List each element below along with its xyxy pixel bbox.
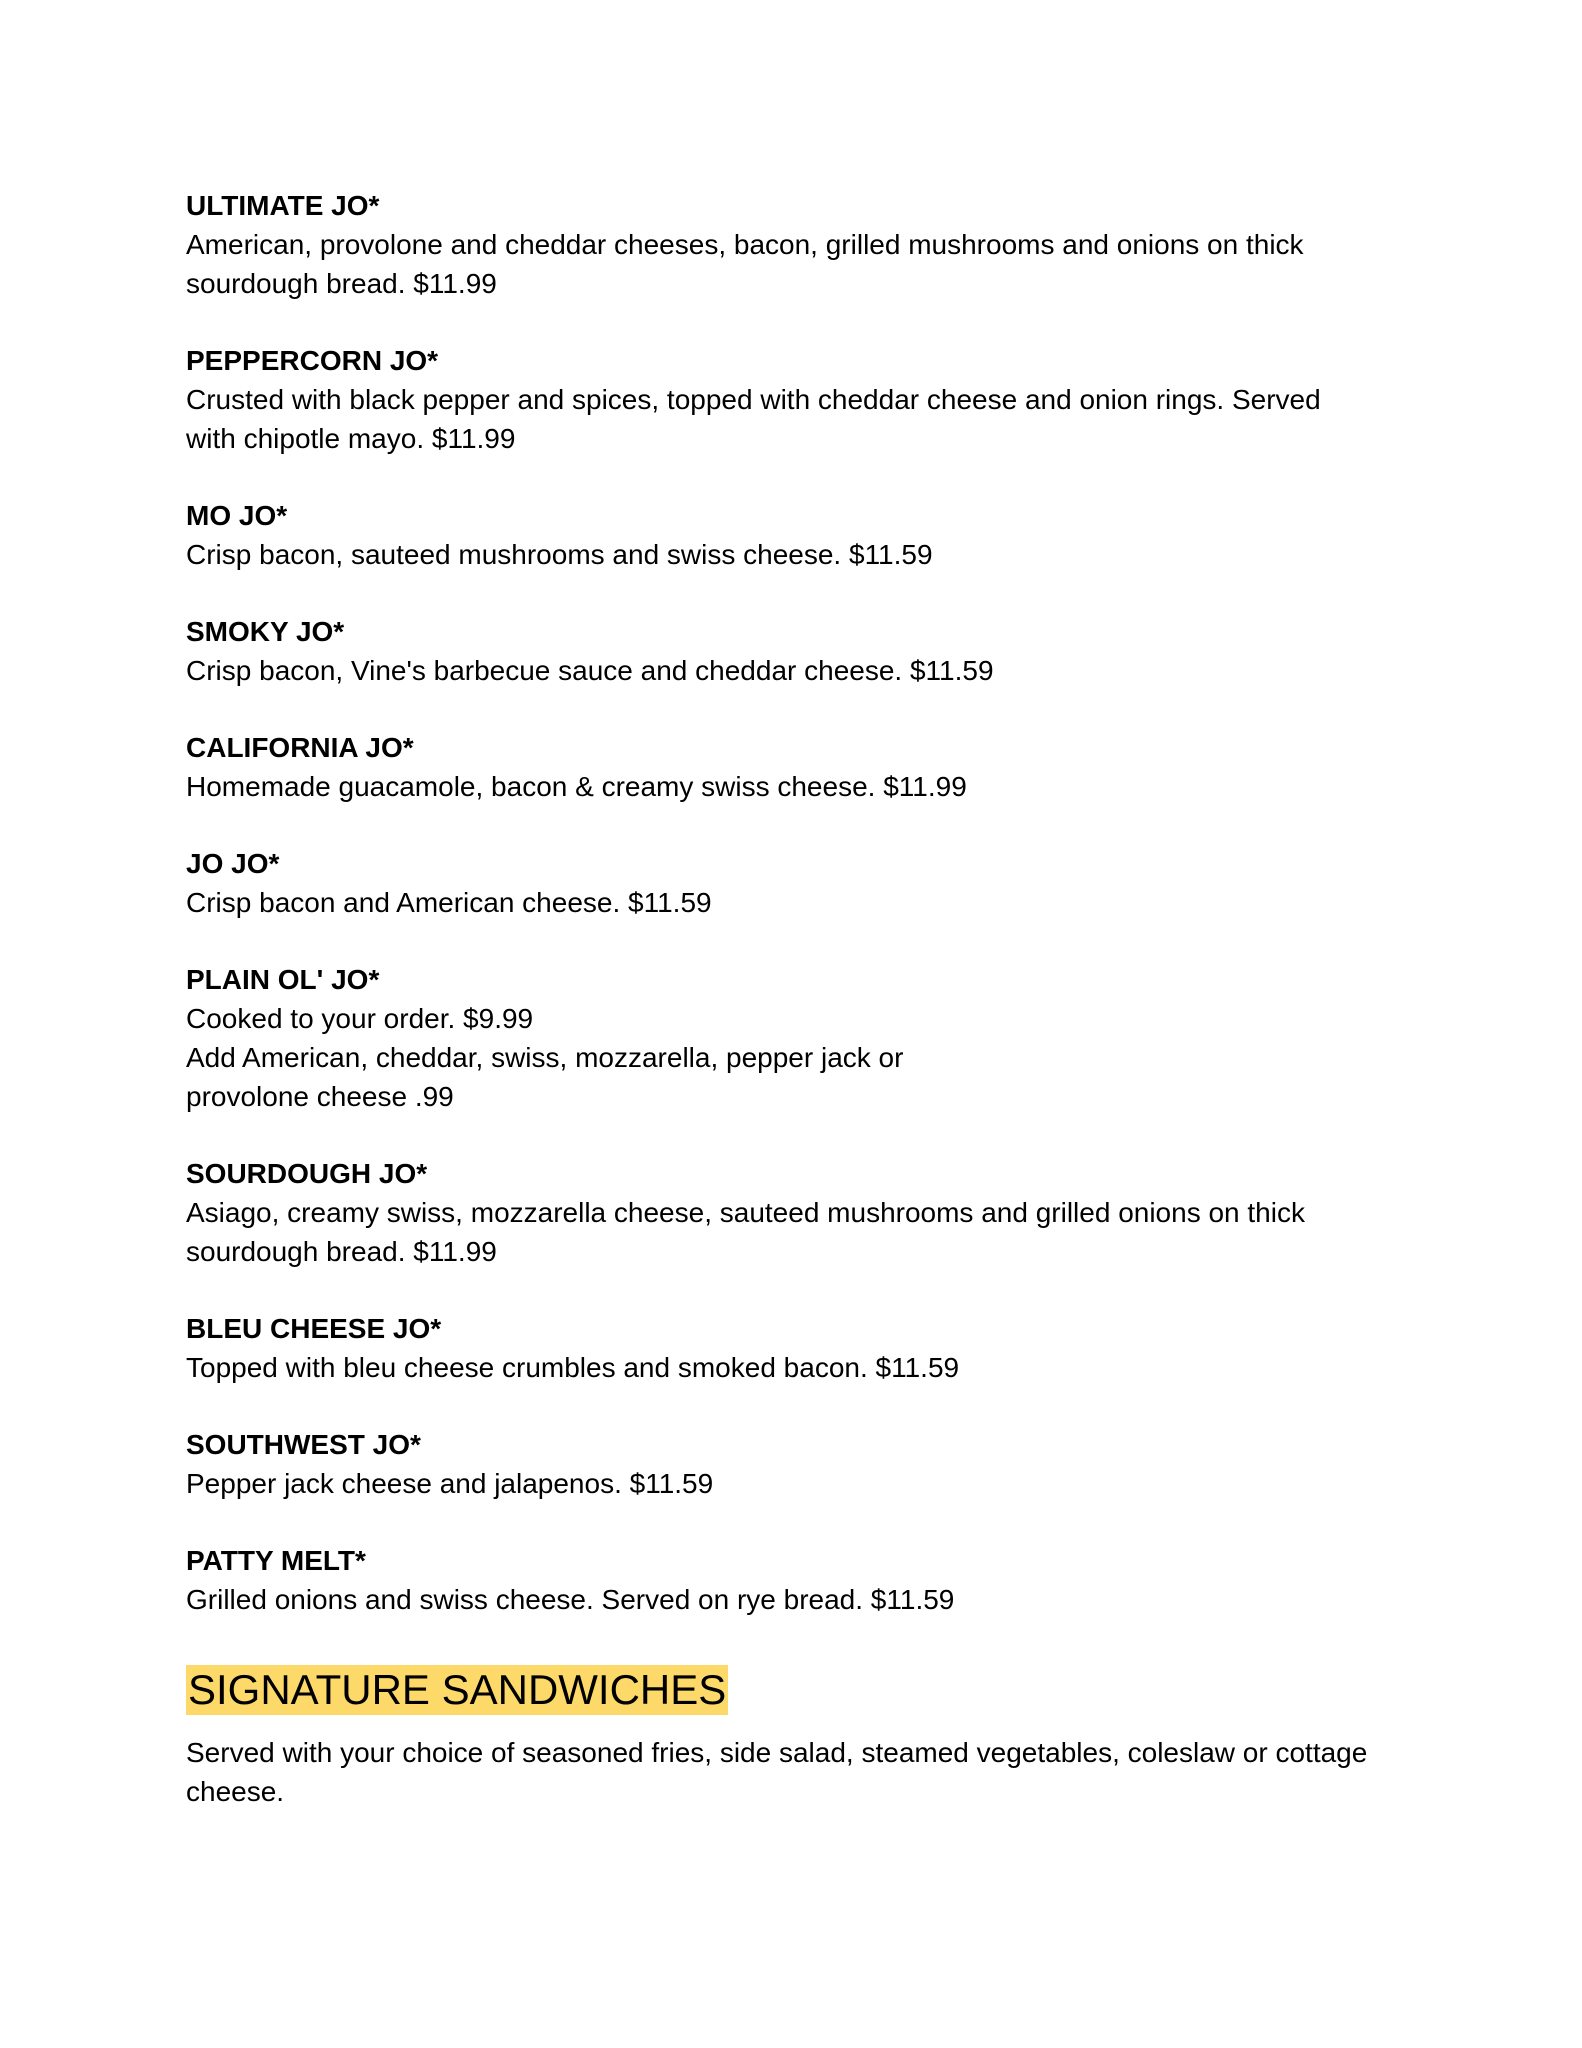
signature-sandwiches-section <box>186 1657 1416 1811</box>
menu-item-description-line: Grilled onions and swiss cheese. Served on rye bread. $11.59 <box>186 1584 955 1615</box>
menu-item-description-line: sourdough bread. $11.99 <box>186 1236 497 1267</box>
menu-item-description-line: Crisp bacon, sauteed mushrooms and swiss cheese. $11.59 <box>186 539 933 570</box>
menu-item-name: JO JO* <box>186 848 280 879</box>
menu-item-description-line: Homemade guacamole, bacon & creamy swiss cheese. $11.99 <box>186 771 967 802</box>
menu-item <box>186 728 1416 806</box>
section-note-line: Served with your choice of seasoned fries, side salad, steamed vegetables, coleslaw or cottage <box>186 1737 1368 1768</box>
menu-item-description-line: with chipotle mayo. $11.99 <box>186 423 516 454</box>
menu-item <box>186 496 1416 574</box>
menu-item <box>186 612 1416 690</box>
menu-item-description-line: Crisp bacon and American cheese. $11.59 <box>186 887 712 918</box>
section-note <box>186 1733 1416 1811</box>
menu-item-description-line: Add American, cheddar, swiss, mozzarella, pepper jack or <box>186 1042 904 1073</box>
menu-item-description-line: Cooked to your order. $9.99 <box>186 1003 534 1034</box>
menu-item-name: BLEU CHEESE JO* <box>186 1313 442 1344</box>
menu-item-description-line: Topped with bleu cheese crumbles and smoked bacon. $11.59 <box>186 1352 960 1383</box>
menu-item-name: SOUTHWEST JO* <box>186 1429 421 1460</box>
menu-item-name: SOURDOUGH JO* <box>186 1158 428 1189</box>
menu-item <box>186 1309 1416 1387</box>
menu-item-description-line: Crisp bacon, Vine's barbecue sauce and cheddar cheese. $11.59 <box>186 655 994 686</box>
menu-item-name: PLAIN OL' JO* <box>186 964 380 995</box>
menu-item <box>186 341 1416 458</box>
menu-item-name: SMOKY JO* <box>186 616 345 647</box>
menu-item-description-line: Crusted with black pepper and spices, topped with cheddar cheese and onion rings. Served <box>186 384 1321 415</box>
menu-item <box>186 844 1416 922</box>
menu-item-description-line: Asiago, creamy swiss, mozzarella cheese, sauteed mushrooms and grilled onions on thick <box>186 1197 1305 1228</box>
menu-item <box>186 960 1416 1116</box>
menu-item-name: ULTIMATE JO* <box>186 190 380 221</box>
section-heading: SIGNATURE SANDWICHES <box>188 1666 727 1713</box>
menu-item <box>186 1154 1416 1271</box>
menu-item-description-line: American, provolone and cheddar cheeses, bacon, grilled mushrooms and onions on thick <box>186 229 1304 260</box>
menu-item-list <box>186 186 1416 1619</box>
menu-item-name: CALIFORNIA JO* <box>186 732 414 763</box>
menu-item-description-line: Pepper jack cheese and jalapenos. $11.59 <box>186 1468 714 1499</box>
menu-item-name: PATTY MELT* <box>186 1545 366 1576</box>
section-note-line: cheese. <box>186 1776 285 1807</box>
menu-item-name: PEPPERCORN JO* <box>186 345 439 376</box>
menu-item-name: MO JO* <box>186 500 288 531</box>
menu-item <box>186 186 1416 303</box>
menu-item <box>186 1425 1416 1503</box>
menu-item <box>186 1541 1416 1619</box>
menu-page <box>186 186 1416 1811</box>
menu-item-description-line: provolone cheese .99 <box>186 1081 454 1112</box>
menu-item-description-line: sourdough bread. $11.99 <box>186 268 497 299</box>
